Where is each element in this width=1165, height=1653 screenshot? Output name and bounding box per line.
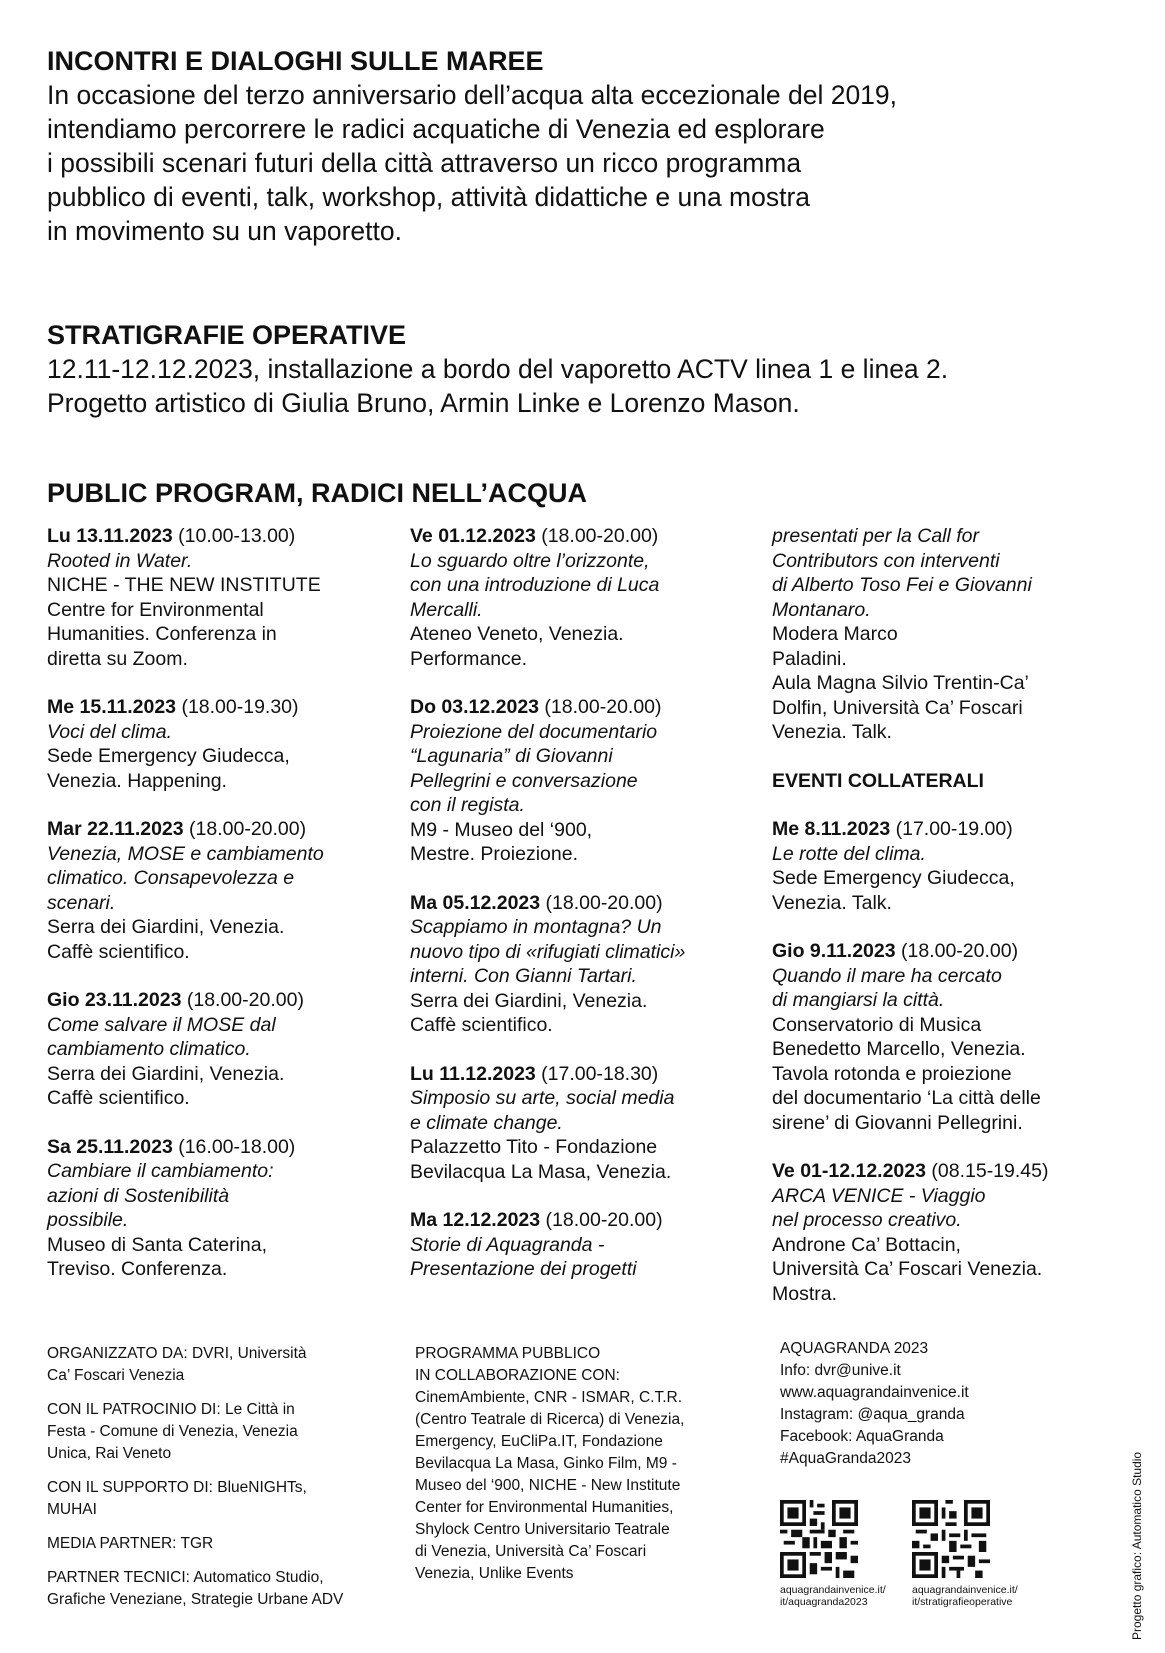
qr-code-icon bbox=[780, 1500, 858, 1578]
event-title: Come salvare il MOSE dal cambiamento climatico. bbox=[47, 1013, 276, 1060]
event-title: Voci del clima. bbox=[47, 720, 172, 743]
footer-media-partner: MEDIA PARTNER: TGR bbox=[47, 1535, 214, 1552]
event-time: (18.00-20.00) bbox=[535, 525, 659, 547]
event-date: Do 03.12.2023 bbox=[410, 696, 540, 718]
event-continuation-italic: presentati per la Call for Contributors con interventi di Alberto Toso Fei e Giovanni Montanaro. bbox=[772, 525, 1032, 621]
qr-code-icon bbox=[912, 1500, 990, 1578]
event-info: Palazzetto Tito - Fondazione Bevilacqua La Masa, Venezia. bbox=[410, 1136, 672, 1183]
program-column-3 bbox=[772, 524, 1132, 1330]
event-time: (17.00-19.00) bbox=[890, 818, 1013, 840]
event-date: Lu 11.12.2023 bbox=[410, 1062, 536, 1085]
collateral-events-title: EVENTI COLLATERALI bbox=[772, 769, 984, 792]
event-time: (18.00-20.00) bbox=[895, 940, 1019, 962]
event-title: Lo sguardo oltre l’orizzonte, con una introduzione di Luca Mercalli. bbox=[410, 549, 660, 621]
event-info: Sede Emergency Giudecca, Venezia. Talk. bbox=[772, 867, 1015, 914]
footer-patronage: CON IL PATROCINIO DI: Le Città in Festa - Comune di Venezia, Venezia Unica, Rai Veneto bbox=[47, 1401, 298, 1462]
event-item bbox=[47, 695, 397, 793]
event-item bbox=[410, 524, 760, 671]
event-date: Ve 01-12.12.2023 bbox=[772, 1160, 926, 1182]
qr-caption: aquagrandainvenice.it/ it/stratigrafieoperative bbox=[912, 1584, 1018, 1608]
event-date: Ma 05.12.2023 bbox=[410, 891, 541, 914]
program-column-2 bbox=[410, 524, 760, 1306]
event-title: Le rotte del clima. bbox=[772, 842, 926, 865]
footer-tech-partners: PARTNER TECNICI: Automatico Studio, Grafiche Veneziane, Strategie Urbane ADV bbox=[47, 1569, 344, 1608]
event-continuation bbox=[772, 524, 1132, 745]
event-date: Me 8.11.2023 bbox=[772, 818, 891, 840]
footer-support: CON IL SUPPORTO DI: BlueNIGHTs, MUHAI bbox=[47, 1479, 307, 1518]
event-date: Gio 23.11.2023 bbox=[47, 989, 182, 1011]
event-date: Ma 12.12.2023 bbox=[410, 1209, 541, 1231]
event-date: Lu 13.11.2023 bbox=[47, 525, 173, 547]
event-item bbox=[410, 695, 760, 867]
event-time: (18.00-20.00) bbox=[540, 1209, 663, 1231]
event-title: Cambiare il cambiamento: azioni di Sostenibilità possibile. bbox=[47, 1160, 274, 1231]
event-item bbox=[410, 1062, 760, 1185]
event-date: Me 15.11.2023 bbox=[47, 696, 177, 718]
intro-section bbox=[47, 44, 1107, 248]
qr-caption: aquagrandainvenice.it/ it/aquagranda2023 bbox=[780, 1584, 886, 1608]
event-info: Sede Emergency Giudecca, Venezia. Happening. bbox=[47, 745, 290, 792]
event-item bbox=[410, 1208, 760, 1282]
event-time: (18.00-19.30) bbox=[176, 696, 299, 718]
event-title: Venezia, MOSE e cambiamento climatico. Consapevolezza e scenari. bbox=[47, 842, 324, 914]
event-title: Quando il mare ha cercato di mangiarsi la città. bbox=[772, 964, 1002, 1011]
event-item bbox=[47, 817, 397, 964]
footer-collaborations: PROGRAMMA PUBBLICO IN COLLABORAZIONE CON: CinemAmbiente, CNR - ISMAR, C.T.R. (Centro Teatrale di Ricerca) di Venezia, Emergency, EuCliPa.IT, Fondazione Bevilacqua La Masa, Ginko Film, M9 - Museo del ‘900, NICHE - New Institute Center for Environmental Humanities, Shylock Centro Universitario Teatrale di Venezia, Università Ca’ Foscari Venezia, Unlike Events bbox=[415, 1345, 685, 1582]
intro-title: INCONTRI E DIALOGHI SULLE MAREE bbox=[47, 46, 544, 76]
event-title: Simposio su arte, social media e climate change. bbox=[410, 1087, 675, 1134]
public-program-title: PUBLIC PROGRAM, RADICI NELL’ACQUA bbox=[47, 478, 587, 508]
event-date: Ve 01.12.2023 bbox=[410, 525, 536, 547]
intro-text: In occasione del terzo anniversario dell’acqua alta eccezionale del 2019, intendiamo percorrere le radici acquatiche di Venezia ed esplorare i possibili scenari futuri della città attraverso un ricco programma pubblico di eventi, talk, workshop, attività didattiche e una mostra in movimento su un vaporetto. bbox=[47, 80, 898, 246]
event-title: Storie di Aquagranda - Presentazione dei progetti bbox=[410, 1233, 637, 1280]
event-info: Androne Ca’ Bottacin, Università Ca’ Foscari Venezia. Mostra. bbox=[772, 1233, 1043, 1305]
event-time: (18.00-20.00) bbox=[539, 696, 662, 718]
stratigrafie-text: 12.11-12.12.2023, installazione a bordo del vaporetto ACTV linea 1 e linea 2. Progetto artistico di Giulia Bruno, Armin Linke e Lorenzo Mason. bbox=[47, 354, 949, 418]
event-item bbox=[47, 988, 397, 1111]
event-item bbox=[47, 1135, 397, 1282]
event-time: (18.00-20.00) bbox=[540, 891, 663, 914]
event-info: Serra dei Giardini, Venezia. Caffè scientifico. bbox=[410, 989, 648, 1036]
event-time: (08.15-19.45) bbox=[925, 1160, 1049, 1182]
event-time: (17.00-18.30) bbox=[535, 1062, 659, 1085]
event-date: Sa 25.11.2023 bbox=[47, 1135, 173, 1158]
graphic-design-credit: Progetto grafico: Automatico Studio bbox=[1130, 1451, 1144, 1640]
event-info: Serra dei Giardini, Venezia. Caffè scientifico. bbox=[47, 1062, 285, 1109]
event-continuation-text: Modera Marco Paladini. Aula Magna Silvio Trentin-Ca’ Dolfin, Università Ca’ Foscari Venezia. Talk. bbox=[772, 623, 1029, 743]
event-time: (18.00-20.00) bbox=[183, 818, 307, 840]
event-info: Museo di Santa Caterina, Treviso. Conferenza. bbox=[47, 1233, 268, 1280]
event-title: Rooted in Water. bbox=[47, 549, 193, 572]
event-info: Serra dei Giardini, Venezia. Caffè scientifico. bbox=[47, 916, 285, 963]
event-info: Conservatorio di Musica Benedetto Marcello, Venezia. Tavola rotonda e proiezione del documentario ‘La città delle sirene’ di Giovanni Pellegrini. bbox=[772, 1013, 1041, 1134]
event-item bbox=[772, 1159, 1132, 1306]
program-column-1 bbox=[47, 524, 397, 1306]
event-info: Ateneo Veneto, Venezia. Performance. bbox=[410, 623, 624, 670]
event-item bbox=[772, 939, 1132, 1135]
event-title: Scappiamo in montagna? Un nuovo tipo di «rifugiati climatici» interni. Con Gianni Tartari. bbox=[410, 916, 686, 987]
event-time: (18.00-20.00) bbox=[181, 989, 304, 1011]
event-item bbox=[47, 524, 397, 671]
event-date: Mar 22.11.2023 bbox=[47, 818, 184, 840]
footer-credits bbox=[47, 1343, 392, 1623]
event-time: (10.00-13.00) bbox=[172, 525, 296, 547]
event-date: Gio 9.11.2023 bbox=[772, 940, 896, 962]
event-time: (16.00-18.00) bbox=[172, 1135, 296, 1158]
stratigrafie-title: STRATIGRAFIE OPERATIVE bbox=[47, 320, 407, 350]
footer-contacts: AQUAGRANDA 2023 Info: dvr@unive.it www.aquagrandainvenice.it Instagram: @aqua_granda Facebook: AquaGranda #AquaGranda2023 bbox=[780, 1340, 969, 1467]
event-item bbox=[772, 817, 1132, 915]
stratigrafie-section bbox=[47, 318, 1127, 420]
qr-code-stratigrafie[interactable] bbox=[912, 1500, 1032, 1608]
footer-organizer: ORGANIZZATO DA: DVRI, Università Ca’ Foscari Venezia bbox=[47, 1345, 307, 1384]
event-item bbox=[410, 891, 760, 1038]
event-title: Proiezione del documentario “Lagunaria” di Giovanni Pellegrini e conversazione con il regista. bbox=[410, 720, 658, 816]
event-info: NICHE - THE NEW INSTITUTE Centre for Environmental Humanities. Conferenza in diretta su Zoom. bbox=[47, 574, 321, 670]
qr-code-aquagranda[interactable] bbox=[780, 1500, 900, 1608]
event-title: ARCA VENICE - Viaggio nel processo creativo. bbox=[772, 1184, 986, 1231]
event-info: M9 - Museo del ‘900, Mestre. Proiezione. bbox=[410, 818, 593, 865]
